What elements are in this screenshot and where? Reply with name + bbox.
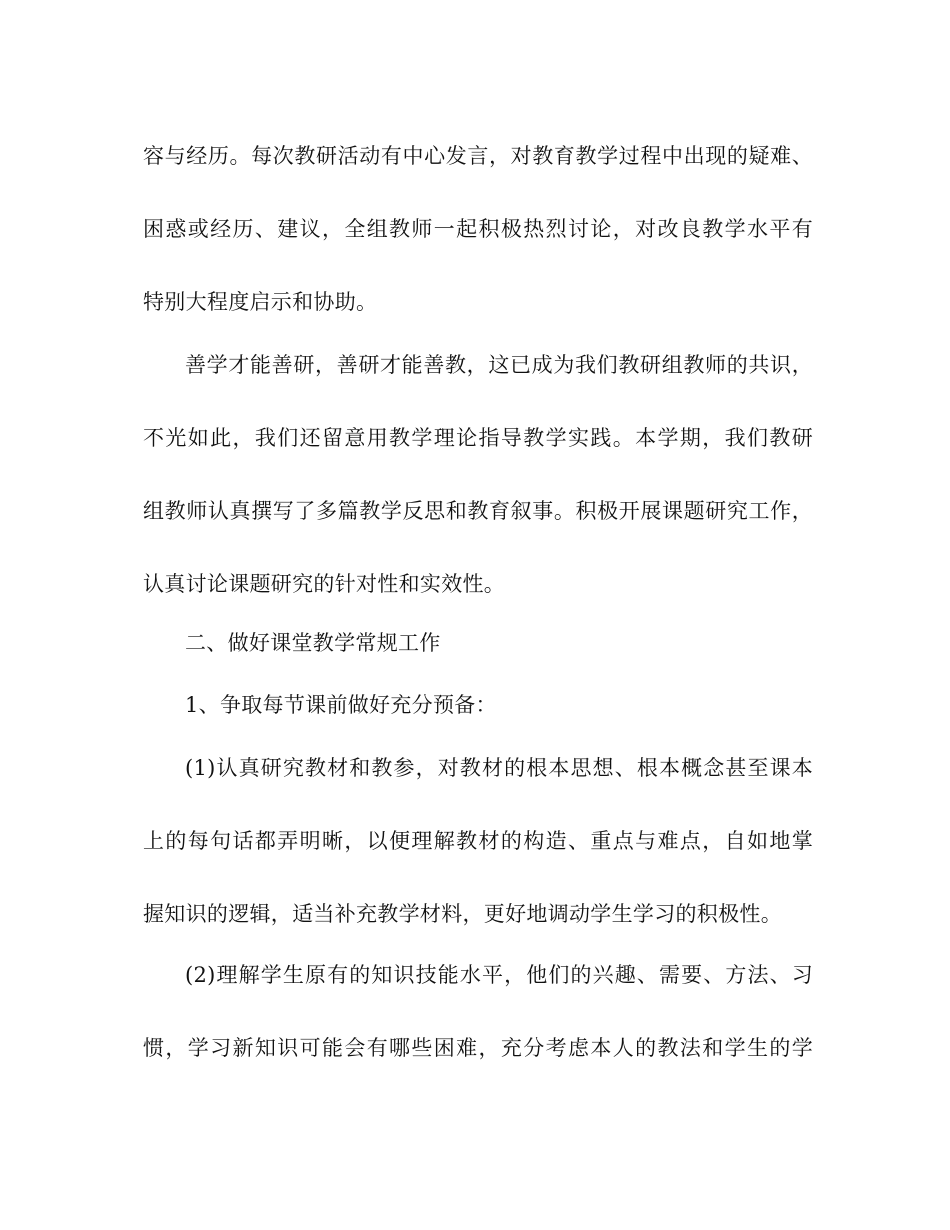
- text-line: 困惑或经历、建议，全组教师一起积极热烈讨论，对改良教学水平有: [143, 217, 813, 241]
- text-line: 握知识的逻辑，适当补充教学材料，更好地调动学生学习的积极性。: [143, 902, 782, 926]
- text-line: 惯，学习新知识可能会有哪些困难，充分考虑本人的教法和学生的学: [143, 1036, 813, 1060]
- section-heading: 二、做好课堂教学常规工作: [185, 631, 441, 655]
- subsection-heading: 1、争取每节课前做好充分预备：: [185, 693, 497, 717]
- text-line: 容与经历。每次教研活动有中心发言，对教育教学过程中出现的疑难、: [143, 144, 813, 168]
- text-line: 上的每句话都弄明晰，以便理解教材的构造、重点与难点，自如地掌: [143, 829, 813, 853]
- paragraph-first-line: (2)理解学生原有的知识技能水平，他们的兴趣、需要、方法、习: [185, 963, 813, 987]
- text-line: 不光如此，我们还留意用教学理论指导教学实践。本学期，我们教研: [143, 426, 813, 450]
- text-line: 组教师认真撰写了多篇教学反思和教育叙事。积极开展课题研究工作，: [143, 499, 813, 523]
- text-line: 认真讨论课题研究的针对性和实效性。: [143, 572, 506, 596]
- text-line: 特别大程度启示和协助。: [143, 290, 378, 314]
- paragraph-first-line: (1)认真研究教材和教参，对教材的根本思想、根本概念甚至课本: [185, 756, 813, 780]
- paragraph-first-line: 善学才能善研，善研才能善教，这已成为我们教研组教师的共识，: [185, 353, 813, 377]
